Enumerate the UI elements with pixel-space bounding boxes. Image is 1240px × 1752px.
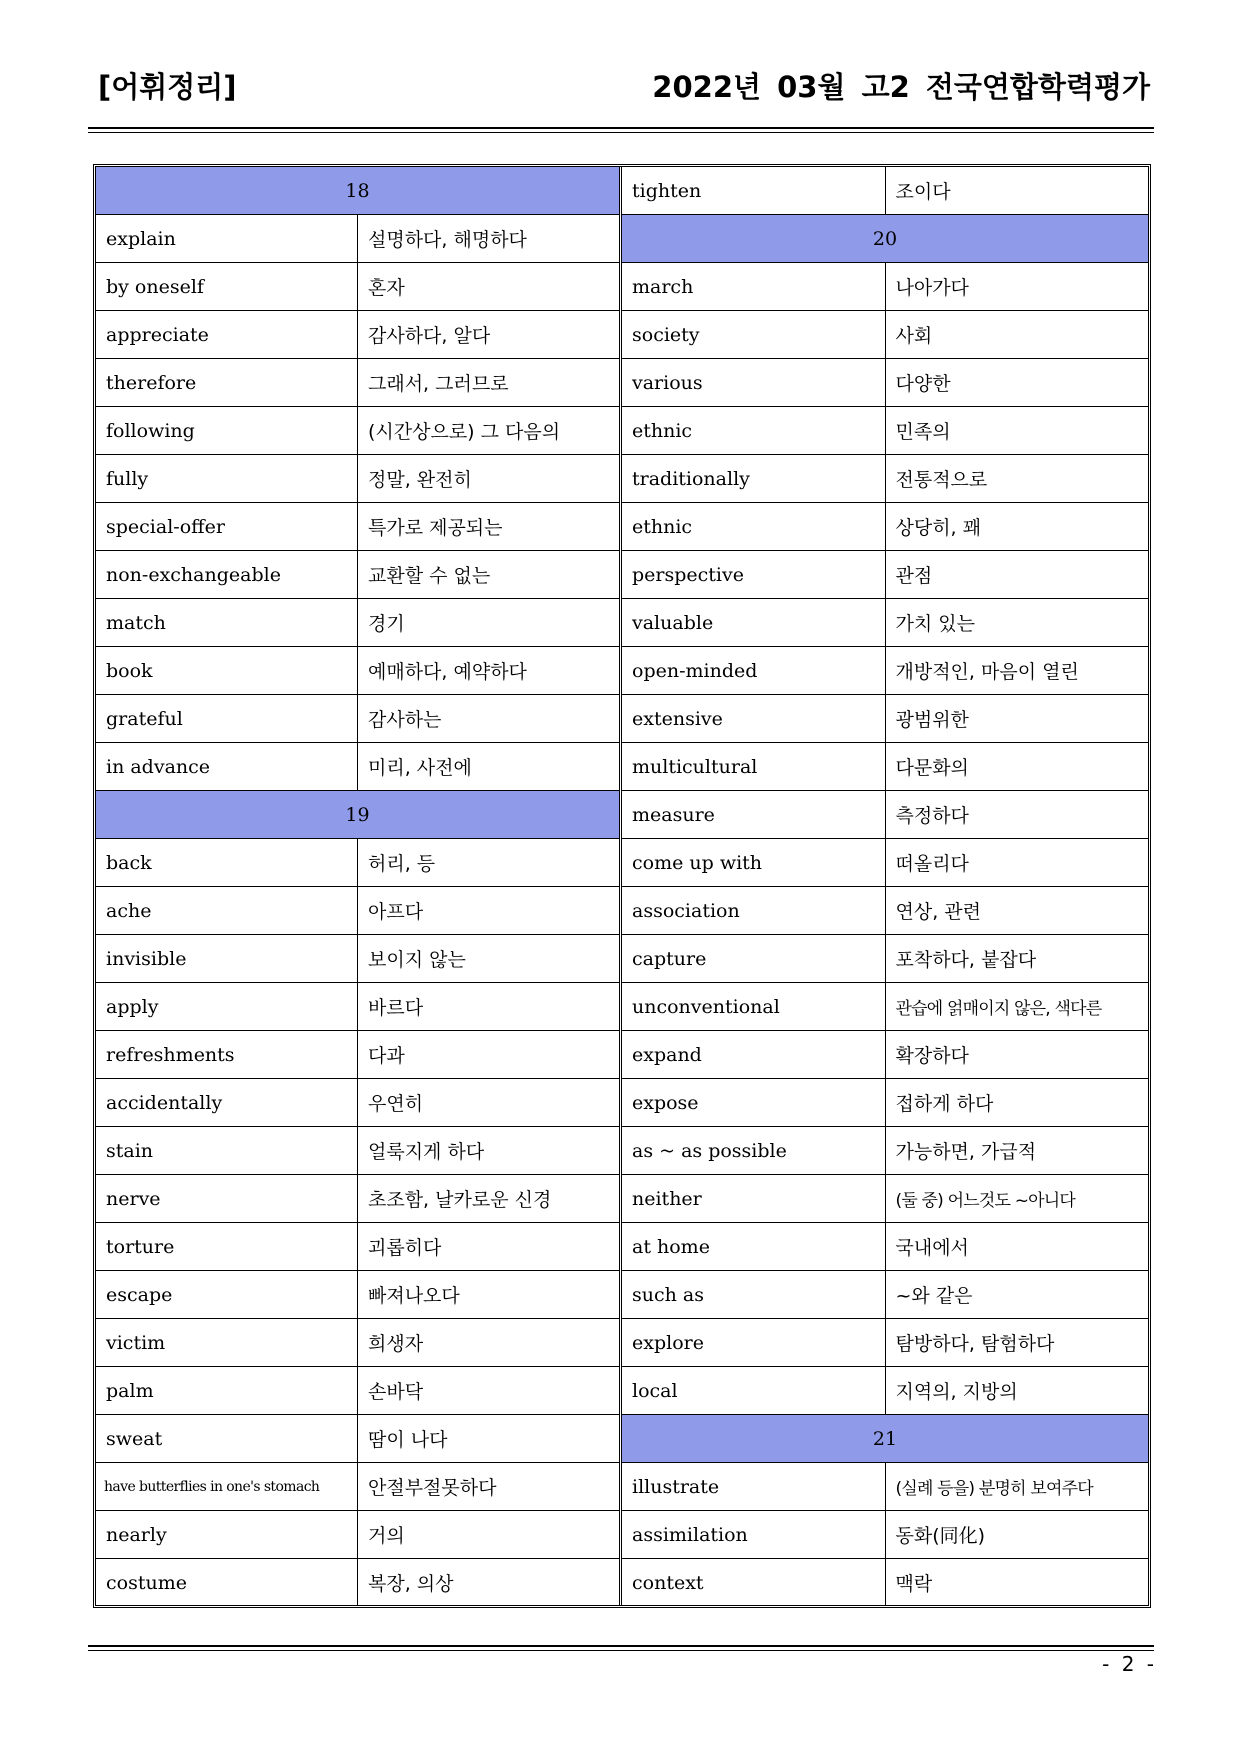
korean-meaning: 조이다: [885, 167, 1148, 215]
english-word: extensive: [622, 695, 885, 743]
korean-meaning: 혼자: [358, 263, 620, 311]
english-word: apply: [96, 983, 358, 1031]
vocab-row: [96, 263, 619, 311]
english-word: nearly: [96, 1511, 358, 1559]
english-word: fully: [96, 455, 358, 503]
korean-meaning: 정말, 완전히: [358, 455, 620, 503]
vocab-row: [622, 167, 1148, 215]
vocab-row: [622, 599, 1148, 647]
vocab-row: [622, 455, 1148, 503]
korean-meaning: 거의: [358, 1511, 620, 1559]
vocab-row: [96, 1367, 619, 1415]
english-word: neither: [622, 1175, 885, 1223]
vocab-row: [96, 1127, 619, 1175]
english-word: explain: [96, 215, 358, 263]
english-word: ethnic: [622, 503, 885, 551]
vocab-row: [96, 1175, 619, 1223]
english-word: march: [622, 263, 885, 311]
vocab-row: [96, 1319, 619, 1367]
vocab-row: [622, 311, 1148, 359]
vocab-row: [96, 1079, 619, 1127]
section-number: 19: [96, 791, 619, 839]
english-word: perspective: [622, 551, 885, 599]
vocab-row: [96, 215, 619, 263]
section-header-row: [96, 167, 619, 215]
english-word: by oneself: [96, 263, 358, 311]
vocab-row: [96, 1271, 619, 1319]
english-word: multicultural: [622, 743, 885, 791]
vocab-row: [622, 1559, 1148, 1607]
english-word: escape: [96, 1271, 358, 1319]
korean-meaning: 희생자: [358, 1319, 620, 1367]
vocab-row: [96, 359, 619, 407]
english-word: tighten: [622, 167, 885, 215]
english-word: have butterflies in one's stomach: [96, 1463, 358, 1511]
korean-meaning: (둘 중) 어느것도 ~아니다: [885, 1175, 1148, 1223]
english-word: open-minded: [622, 647, 885, 695]
vocab-row: [622, 1319, 1148, 1367]
korean-meaning: 관습에 얽매이지 않은, 색다른: [885, 983, 1148, 1031]
korean-meaning: 국내에서: [885, 1223, 1148, 1271]
english-word: victim: [96, 1319, 358, 1367]
english-word: invisible: [96, 935, 358, 983]
english-word: explore: [622, 1319, 885, 1367]
korean-meaning: 괴롭히다: [358, 1223, 620, 1271]
korean-meaning: 안절부절못하다: [358, 1463, 620, 1511]
exam-title: 2022년 03월 고2 전국연합학력평가: [652, 69, 1150, 104]
korean-meaning: 우연히: [358, 1079, 620, 1127]
korean-meaning: 떠올리다: [885, 839, 1148, 887]
english-word: local: [622, 1367, 885, 1415]
vocab-row: [622, 983, 1148, 1031]
section-number: 21: [622, 1415, 1148, 1463]
vocab-row: [622, 1031, 1148, 1079]
footer-divider: [88, 1645, 1154, 1651]
korean-meaning: 확장하다: [885, 1031, 1148, 1079]
english-word: expose: [622, 1079, 885, 1127]
vocab-row: [622, 1223, 1148, 1271]
korean-meaning: 나아가다: [885, 263, 1148, 311]
vocab-row: [622, 887, 1148, 935]
english-word: various: [622, 359, 885, 407]
korean-meaning: 그래서, 그러므로: [358, 359, 620, 407]
korean-meaning: 특가로 제공되는: [358, 503, 620, 551]
vocab-row: [622, 551, 1148, 599]
english-word: therefore: [96, 359, 358, 407]
vocab-row: [622, 743, 1148, 791]
korean-meaning: 접하게 하다: [885, 1079, 1148, 1127]
vocab-row: [96, 743, 619, 791]
english-word: match: [96, 599, 358, 647]
english-word: accidentally: [96, 1079, 358, 1127]
korean-meaning: 경기: [358, 599, 620, 647]
vocab-row: [96, 503, 619, 551]
left-table-body: [96, 167, 619, 1606]
korean-meaning: 다문화의: [885, 743, 1148, 791]
english-word: book: [96, 647, 358, 695]
korean-meaning: 다양한: [885, 359, 1148, 407]
vocab-row: [622, 1079, 1148, 1127]
korean-meaning: 아프다: [358, 887, 620, 935]
english-word: torture: [96, 1223, 358, 1271]
korean-meaning: (실례 등을) 분명히 보여주다: [885, 1463, 1148, 1511]
vocab-row: [622, 647, 1148, 695]
korean-meaning: 초조함, 날카로운 신경: [358, 1175, 620, 1223]
english-word: following: [96, 407, 358, 455]
korean-meaning: 얼룩지게 하다: [358, 1127, 620, 1175]
korean-meaning: 상당히, 꽤: [885, 503, 1148, 551]
vocab-row: [96, 1511, 619, 1559]
document-title: [어휘정리]: [98, 69, 237, 104]
vocab-row: [622, 263, 1148, 311]
korean-meaning: 사회: [885, 311, 1148, 359]
english-word: in advance: [96, 743, 358, 791]
vocab-row: [96, 311, 619, 359]
vocab-row: [622, 695, 1148, 743]
english-word: refreshments: [96, 1031, 358, 1079]
vocab-row: [96, 647, 619, 695]
korean-meaning: 보이지 않는: [358, 935, 620, 983]
vocab-row: [622, 1463, 1148, 1511]
english-word: expand: [622, 1031, 885, 1079]
header-divider: [88, 127, 1154, 133]
vocab-row: [96, 1463, 619, 1511]
korean-meaning: 복장, 의상: [358, 1559, 620, 1607]
vocab-row: [622, 935, 1148, 983]
english-word: stain: [96, 1127, 358, 1175]
korean-meaning: 측정하다: [885, 791, 1148, 839]
vocab-row: [622, 791, 1148, 839]
korean-meaning: 지역의, 지방의: [885, 1367, 1148, 1415]
korean-meaning: 광범위한: [885, 695, 1148, 743]
page-number: - 2 -: [1102, 1652, 1154, 1676]
vocabulary-table-right: [622, 167, 1148, 1606]
vocabulary-table: [93, 164, 1151, 1608]
vocab-row: [622, 407, 1148, 455]
vocab-row: [96, 935, 619, 983]
english-word: assimilation: [622, 1511, 885, 1559]
vocab-row: [622, 1367, 1148, 1415]
english-word: association: [622, 887, 885, 935]
vocab-row: [622, 839, 1148, 887]
section-number: 18: [96, 167, 619, 215]
korean-meaning: 바르다: [358, 983, 620, 1031]
vocab-row: [96, 1415, 619, 1463]
vocab-row: [96, 1031, 619, 1079]
vocab-row: [622, 1127, 1148, 1175]
english-word: ache: [96, 887, 358, 935]
english-word: costume: [96, 1559, 358, 1607]
vocab-row: [622, 1271, 1148, 1319]
korean-meaning: 땀이 나다: [358, 1415, 620, 1463]
section-header-row: [622, 215, 1148, 263]
english-word: non-exchangeable: [96, 551, 358, 599]
korean-meaning: 전통적으로: [885, 455, 1148, 503]
korean-meaning: 교환할 수 없는: [358, 551, 620, 599]
vocab-row: [622, 503, 1148, 551]
section-header-row: [622, 1415, 1148, 1463]
korean-meaning: 맥락: [885, 1559, 1148, 1607]
vocab-row: [622, 1511, 1148, 1559]
vocab-row: [96, 1223, 619, 1271]
vocabulary-column-left: [96, 167, 622, 1605]
korean-meaning: 가치 있는: [885, 599, 1148, 647]
english-word: at home: [622, 1223, 885, 1271]
section-number: 20: [622, 215, 1148, 263]
english-word: palm: [96, 1367, 358, 1415]
korean-meaning: 포착하다, 붙잡다: [885, 935, 1148, 983]
english-word: society: [622, 311, 885, 359]
english-word: come up with: [622, 839, 885, 887]
english-word: ethnic: [622, 407, 885, 455]
korean-meaning: 손바닥: [358, 1367, 620, 1415]
korean-meaning: 민족의: [885, 407, 1148, 455]
english-word: back: [96, 839, 358, 887]
korean-meaning: 가능하면, 가급적: [885, 1127, 1148, 1175]
english-word: measure: [622, 791, 885, 839]
vocab-row: [96, 407, 619, 455]
vocab-row: [96, 599, 619, 647]
english-word: as ~ as possible: [622, 1127, 885, 1175]
vocabulary-table-left: [96, 167, 619, 1606]
korean-meaning: 동화(同化): [885, 1511, 1148, 1559]
vocab-row: [96, 1559, 619, 1607]
korean-meaning: 관점: [885, 551, 1148, 599]
english-word: sweat: [96, 1415, 358, 1463]
korean-meaning: ~와 같은: [885, 1271, 1148, 1319]
korean-meaning: 다과: [358, 1031, 620, 1079]
english-word: context: [622, 1559, 885, 1607]
english-word: capture: [622, 935, 885, 983]
vocab-row: [622, 1175, 1148, 1223]
vocab-row: [96, 695, 619, 743]
english-word: such as: [622, 1271, 885, 1319]
korean-meaning: 설명하다, 해명하다: [358, 215, 620, 263]
vocab-row: [96, 455, 619, 503]
korean-meaning: 감사하는: [358, 695, 620, 743]
korean-meaning: 탐방하다, 탐험하다: [885, 1319, 1148, 1367]
english-word: valuable: [622, 599, 885, 647]
vocab-row: [96, 839, 619, 887]
korean-meaning: 빠져나오다: [358, 1271, 620, 1319]
english-word: illustrate: [622, 1463, 885, 1511]
page-header: [98, 60, 1150, 110]
korean-meaning: 미리, 사전에: [358, 743, 620, 791]
english-word: grateful: [96, 695, 358, 743]
english-word: appreciate: [96, 311, 358, 359]
vocabulary-column-right: [622, 167, 1148, 1605]
english-word: unconventional: [622, 983, 885, 1031]
vocab-row: [96, 983, 619, 1031]
korean-meaning: 허리, 등: [358, 839, 620, 887]
english-word: traditionally: [622, 455, 885, 503]
vocab-row: [96, 887, 619, 935]
korean-meaning: (시간상으로) 그 다음의: [358, 407, 620, 455]
section-header-row: [96, 791, 619, 839]
korean-meaning: 개방적인, 마음이 열린: [885, 647, 1148, 695]
vocab-row: [622, 359, 1148, 407]
korean-meaning: 감사하다, 알다: [358, 311, 620, 359]
korean-meaning: 연상, 관련: [885, 887, 1148, 935]
english-word: nerve: [96, 1175, 358, 1223]
vocab-row: [96, 551, 619, 599]
right-table-body: [622, 167, 1148, 1606]
english-word: special-offer: [96, 503, 358, 551]
korean-meaning: 예매하다, 예약하다: [358, 647, 620, 695]
